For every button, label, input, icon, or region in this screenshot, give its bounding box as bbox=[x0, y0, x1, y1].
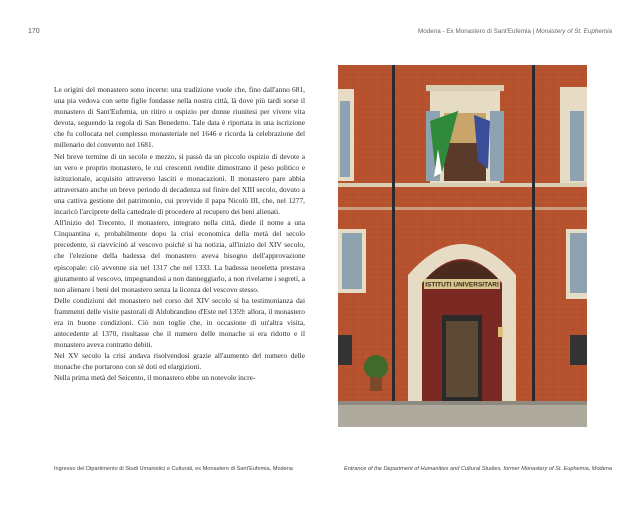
sign-text: ISTITUTI UNIVERSITARI bbox=[425, 281, 499, 289]
shutter-left-lower bbox=[342, 233, 362, 289]
running-header bbox=[418, 28, 612, 35]
grate-left bbox=[338, 335, 352, 365]
string-course-lower bbox=[338, 207, 587, 210]
building-photo bbox=[338, 65, 587, 427]
paragraph: All'inizio del Trecento, il monastero, integrato nella città, diede il nome a una Cinquantina e, probabilmente dopo la crisi economica della metà del secolo precedente, si riavvicinò al vescovo poiché si ha notizia, all'inizio del XIV secolo, che l'elezione della badessa del monastero aveva bisogno dell'approvazione episcopale: ciò avvenne sia nel 1317 che nel 1333. La badessa neoeletta prestava giuramento al vescovo, impegnandosi a non danneggiarlo, a non rivelarne i segreti, a non alienare i beni del monastero senza la licenza del vescovo stesso. bbox=[54, 218, 305, 294]
shutter-center-right bbox=[490, 111, 504, 181]
paragraph: Nella prima metà del Seicento, il monastero ebbe un notevole incre- bbox=[54, 373, 256, 383]
planter bbox=[370, 377, 382, 391]
door-interior bbox=[446, 321, 478, 397]
shutter-right-lower bbox=[570, 233, 587, 293]
shutter-right-upper bbox=[570, 111, 584, 181]
paragraph: Delle condizioni del monastero nel corso del XIV secolo si ha testimonianza dai frammenti delle visite pastorali di Aldobrandino d'Este nel 1359: allora, il monastero era in buone condizioni. Ciò non toglie che, in occasione di un'altra visita, antecedente al 1370, risultasse che il numero delle monache si era ridotto e il monastero aveva contratto debiti. bbox=[54, 295, 305, 350]
grate-right bbox=[570, 335, 587, 365]
shutter-left-upper bbox=[340, 101, 350, 177]
plaque bbox=[498, 327, 503, 337]
potted-plant bbox=[364, 355, 388, 379]
string-course bbox=[338, 183, 587, 187]
caption-italian: Ingresso del Dipartimento di Studi Umanistici e Culturali, ex Monastero di Sant'Eufemia, Modena bbox=[54, 466, 293, 472]
pavement-edge bbox=[338, 401, 587, 405]
window-cornice bbox=[426, 85, 504, 91]
running-header-english: Monastery of St. Euphemia bbox=[536, 28, 612, 35]
paragraph: Le origini del monastero sono incerte: una tradizione vuole che, fino dall'anno 681, una pia vedova con sette figlie fondasse nella nostra città, là dove più tardi sorse il monastero di Sant'Eufemia, un ritiro o ospizio per donne riunitesi per vivere vita devota, seguendo la regola di San Benedetto. Tale data è riportata in una iscrizione che fu collocata nel complesso monasteriale nel 1646 e ricorda la celebrazione del millenario del convento nel 1681. bbox=[54, 85, 305, 150]
caption-english: Entrance of the Department of Humanities and Cultural Studies, former Monastery of St. Euphemia, Modena bbox=[343, 466, 612, 472]
page-number: 170 bbox=[28, 28, 40, 35]
paragraph: Nel XV secolo la crisi andava risolvendosi grazie all'aumento del numero delle monache che portarono con sé doti ed elargizioni. bbox=[54, 351, 305, 372]
paragraph: Nel breve termine di un secolo e mezzo, si passò da un piccolo ospizio di devote a un vero e proprio monastero, le cui crescenti rendite dimostrano il peso politico e istituzionale, acquisito attraverso lasciti e monacazioni. Il monastero pare abbia attraversato anche un breve periodo di decadenza sul finire del XIII secolo, dovuto a una cattiva gestione del patrimonio, cui provvide il papa Nicolò III, che, nel 1277, incaricò l'arciprete della cattedrale di procedere al recupero dei beni alienati. bbox=[54, 151, 305, 217]
drain-pipe-right bbox=[532, 65, 535, 401]
running-header-italian: Modena - Ex Monastero di Sant'Eufemia | bbox=[418, 28, 535, 35]
drain-pipe-left bbox=[392, 65, 395, 401]
body-text bbox=[54, 84, 305, 384]
facade-illustration bbox=[338, 65, 587, 427]
